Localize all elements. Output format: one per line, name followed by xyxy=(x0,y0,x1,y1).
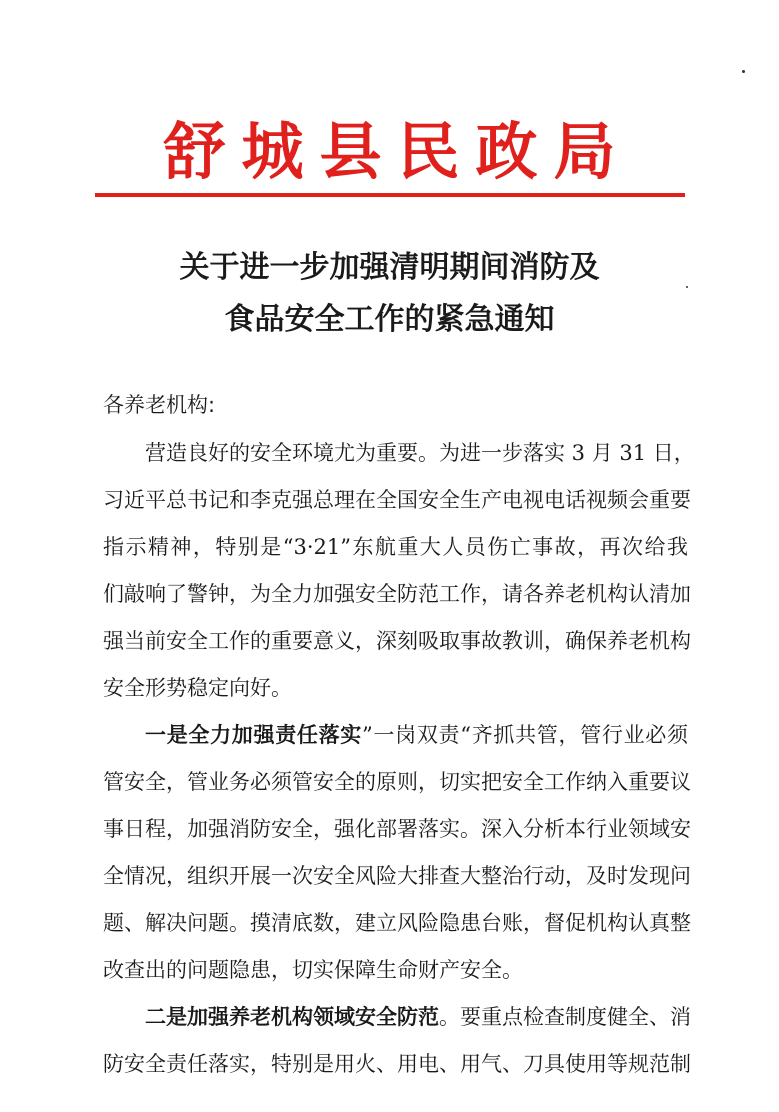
document-title-line-2: 食品安全工作的紧急通知 xyxy=(224,302,555,337)
document-title-line-1: 关于进一步加强清明期间消防及 xyxy=(179,250,600,285)
para2-line: 改查出的问题隐患，切实保障生命财产安全。 xyxy=(103,958,523,982)
para2-line: 管安全，管业务必须管安全的原则，切实把安全工作纳入重要议 xyxy=(103,770,691,794)
scan-speck xyxy=(742,70,745,73)
para2-line: 事日程，加强消防安全，强化部署落实。深入分析本行业领域安 xyxy=(103,817,691,841)
para1-line: 营造良好的安全环境尤为重要。为进一步落实 3 月 31 日， xyxy=(145,441,695,465)
para2-line: 全情况，组织开展一次安全风险大排查大整治行动，及时发现问 xyxy=(103,864,691,888)
para2-line: 题、解决问题。摸清底数，建立风险隐患台账，督促机构认真整 xyxy=(103,911,691,935)
para2-first-rest: ”一岗双责“齐抓共管，管行业必须 xyxy=(362,723,688,747)
para1-line: 习近平总书记和李克强总理在全国安全生产电视电话视频会重要 xyxy=(103,488,691,512)
para3-lead: 二是加强养老机构领域安全防范 xyxy=(145,1005,439,1029)
para2-lead: 一是全力加强责任落实 xyxy=(145,723,363,747)
scan-speck xyxy=(686,286,688,288)
para3-first-rest: 。要重点检查制度健全、消 xyxy=(439,1005,691,1029)
para1-line: 安全形势稳定向好。 xyxy=(103,676,292,700)
para1-line: 指示精神，特别是“3·21”东航重大人员伤亡事故，再次给我 xyxy=(103,535,688,559)
letterhead-red-rule xyxy=(95,193,685,197)
para1-line: 强当前安全工作的重要意义，深刻吸取事故教训，确保养老机构 xyxy=(103,629,691,653)
org-letterhead: 舒城县民政局 xyxy=(163,115,632,188)
para3-line: 防安全责任落实，特别是用火、用电、用气、刀具使用等规范制 xyxy=(103,1052,691,1076)
para2-first-line xyxy=(145,720,688,750)
para1-line: 们敲响了警钟，为全力加强安全防范工作，请各养老机构认清加 xyxy=(103,582,691,606)
para3-first-line xyxy=(145,1002,691,1032)
salutation: 各养老机构: xyxy=(103,393,216,417)
